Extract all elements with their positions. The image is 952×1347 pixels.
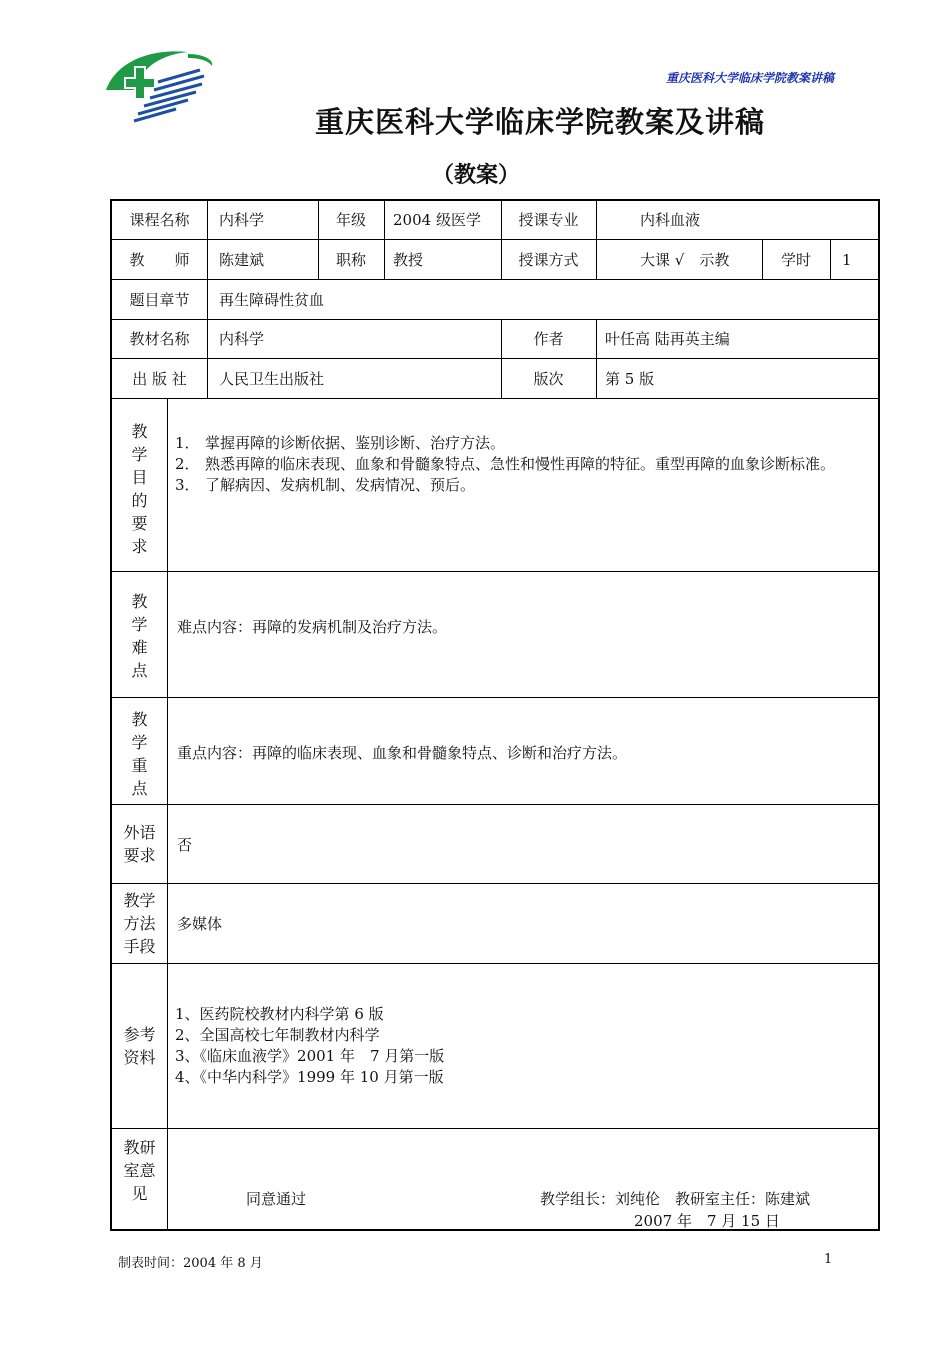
methods-label: 教学 方法 手段 bbox=[123, 891, 156, 956]
objectives-label: 教 学 目 的 要 求 bbox=[131, 422, 148, 556]
references-list bbox=[175, 1004, 444, 1088]
textbook-value: 内科学 bbox=[219, 330, 265, 348]
major-label: 授课专业 bbox=[518, 211, 579, 229]
edition-value: 第 5 版 bbox=[605, 370, 655, 388]
list-item: 3． 了解病因、发病机制、发病情况、预后。 bbox=[175, 476, 476, 494]
teacher-label: 教 师 bbox=[129, 251, 190, 269]
teacher-value: 陈建斌 bbox=[219, 251, 265, 269]
difficulty-label: 教 学 难 点 bbox=[131, 592, 148, 680]
list-item: 1． 掌握再障的诊断依据、鉴别诊断、治疗方法。 bbox=[175, 434, 506, 452]
author-label: 作者 bbox=[533, 330, 564, 348]
publisher-value: 人民卫生出版社 bbox=[219, 370, 325, 388]
page-title: 重庆医科大学临床学院教案及讲稿 bbox=[314, 105, 765, 139]
list-item: 3、《临床血液学》2001 年 7 月第一版 bbox=[175, 1047, 445, 1065]
review-opinion: 同意通过 bbox=[246, 1190, 307, 1208]
lesson-plan-form bbox=[110, 199, 880, 1231]
review-label: 教研 室意 见 bbox=[123, 1138, 156, 1203]
major-value: 内科血液 bbox=[640, 211, 701, 229]
language-text: 否 bbox=[177, 836, 193, 854]
rank-label: 职称 bbox=[335, 251, 366, 269]
page-subtitle: （教案） bbox=[431, 163, 520, 188]
chapter-label: 题目章节 bbox=[129, 291, 190, 309]
methods-text: 多媒体 bbox=[177, 915, 223, 933]
list-item: 2、全国高校七年制教材内科学 bbox=[175, 1026, 380, 1044]
edition-label: 版次 bbox=[533, 370, 564, 388]
course-value: 内科学 bbox=[219, 211, 265, 229]
course-label: 课程名称 bbox=[129, 211, 190, 229]
textbook-label: 教材名称 bbox=[129, 330, 190, 348]
list-item: 4、《中华内科学》1999 年 10 月第一版 bbox=[175, 1068, 444, 1086]
mode-label: 授课方式 bbox=[518, 251, 579, 269]
language-label: 外语 要求 bbox=[123, 823, 156, 865]
keypoints-text: 重点内容：再障的临床表现、血象和骨髓象特点、诊断和治疗方法。 bbox=[177, 744, 628, 762]
list-item: 2． 熟悉再障的临床表现、血象和骨髓象特点、急性和慢性再障的特征。重型再障的血象诊断标准。 bbox=[175, 455, 836, 473]
grade-label: 年级 bbox=[335, 211, 366, 229]
review-signers: 教学组长：刘纯伦 教研室主任：陈建斌 bbox=[540, 1190, 811, 1208]
mode-value: 大课 √ 示教 bbox=[640, 251, 730, 269]
keypoints-label: 教 学 重 点 bbox=[131, 710, 148, 798]
footer-made-time: 制表时间：2004 年 8 月 bbox=[118, 1256, 263, 1271]
hours-label: 学时 bbox=[780, 251, 811, 269]
list-item: 1、医药院校教材内科学第 6 版 bbox=[175, 1005, 384, 1023]
author-value: 叶任高 陆再英主编 bbox=[605, 330, 730, 348]
review-date: 2007 年 7 月 15 日 bbox=[634, 1212, 780, 1230]
header-note: 重庆医科大学临床学院教案讲稿 bbox=[665, 71, 834, 85]
page-number: 1 bbox=[824, 1252, 833, 1267]
hours-value: 1 bbox=[842, 251, 852, 269]
difficulty-text: 难点内容：再障的发病机制及治疗方法。 bbox=[177, 618, 448, 636]
references-label: 参考 资料 bbox=[123, 1025, 156, 1067]
rank-value: 教授 bbox=[393, 251, 424, 269]
chapter-value: 再生障碍性贫血 bbox=[219, 291, 325, 309]
publisher-label: 出 版 社 bbox=[132, 370, 187, 388]
grade-value: 2004 级医学 bbox=[393, 211, 481, 229]
objectives-list bbox=[175, 433, 875, 496]
